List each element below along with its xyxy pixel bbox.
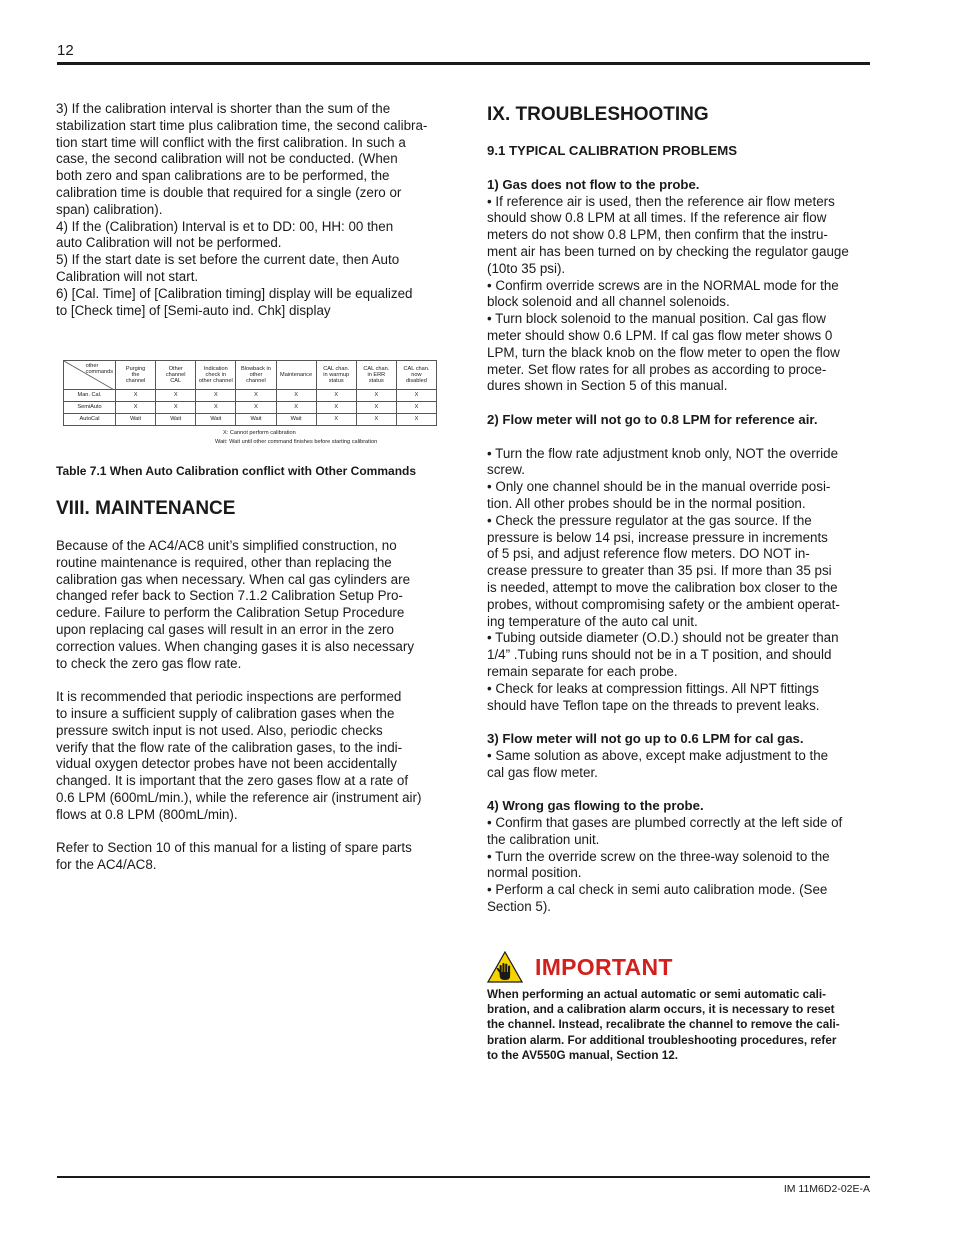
problem-body: • Turn the flow rate adjustment knob only, NOT the override screw. • Only one channel should be in the manual override posi- tion. All other probes should be in the normal position. • Check the pressure regulator at the gas source. If the pressure is below 14 psi, increase pressure in increments of 5 psi, and adjust reference flow meters. DO NOT in- crease pressure to greater than 35 psi. If more than 35 psi is needed, attempt to move the calibration box closer to the probes, without compromising safety or the ambient operat- ing temperature of the auto cal unit. • Tubing outside diameter (O.D.) should not be greater than 1/4” .Tubing runs should not be in a T position, and should remain separate for each probe. • Check for leaks at compression fittings. All NPT fittings should have Teflon tape on the threads to prevent leaks. — [487, 445, 840, 713]
column-header: Other channel CAL — [156, 361, 196, 390]
table-cell: X — [356, 390, 396, 402]
important-notice — [487, 950, 871, 1063]
column-header: Maintenance — [276, 361, 316, 390]
table-cell: X — [156, 402, 196, 414]
table-cell: Wait — [156, 414, 196, 426]
row-label: Man. Cal. — [64, 390, 116, 402]
troubleshooting-heading: IX. TROUBLESHOOTING — [487, 104, 709, 125]
column-header: Purging the channel — [116, 361, 156, 390]
table-cell: X — [316, 390, 356, 402]
problem-body: • If reference air is used, then the reference air flow meters should show 0.8 LPM at all times. If the reference air flow meters do not show 0.8 LPM, then confirm that the instru- ment air has been turned on by checking the regulator gauge (10to 35 psi). • Confirm override screws are in the NORMAL mode for the block solenoid and all channel solenoids. • Turn block solenoid to the manual position. Cal gas flow meter should show 0.6 LPM. If cal gas flow meter shows 0 LPM, turn the black knob on the flow meter to open the flow meter. Set flow rates for all probes as according to proce- dures shown in Section 5 of this manual. — [487, 193, 849, 394]
conflict-table — [63, 360, 437, 426]
column-header: CAL chan. in ERR status — [356, 361, 396, 390]
table-caption: Table 7.1 When Auto Calibration conflict with Other Commands — [56, 464, 417, 478]
table-cell: X — [156, 390, 196, 402]
table-cell: Wait — [196, 414, 236, 426]
calibration-notes: 3) If the calibration interval is shorter than the sum of the stabilization start time plus calibration time, the second calibra- tion start time will conflict with the first calibration. In such a case, the second calibration will not be conducted. (When both zero and span calibrations are to be performed, the calibration time is double that required for a single (zero or span) calibration). 4) If the (Calibration) Interval is et to DD: 00, HH: 00 then auto Calibration will not be performed. 5) If the start date is set before the current date, then Auto Calibration will not start. 6) [Cal. Time] of [Calibration timing] display will be equalized to [Check time] of [Semi-auto ind. Chk] display — [56, 101, 428, 318]
maintenance-paragraph: Refer to Section 10 of this manual for a listing of spare parts for the AC4/AC8. — [56, 840, 412, 873]
table-cell: X — [196, 390, 236, 402]
troubleshooting-section — [487, 104, 871, 916]
maintenance-paragraph: It is recommended that periodic inspections are performed to insure a sufficient supply of calibration gases when the pressure switch input is not used. Also, periodic checks verify that the flow rate of the calibration gases, to the indi- vidual oxygen detector probes have not been accidentally changed. It is important that the zero gases flow at a rate of 0.6 LPM (600mL/min.), while the reference air (instrument air) flows at 0.8 LPM (800mL/min). — [56, 689, 422, 822]
table-header-row — [64, 361, 437, 390]
column-header: CAL chan. in warmup status — [316, 361, 356, 390]
table-cell: Wait — [236, 414, 276, 426]
warning-hand-icon — [487, 951, 523, 983]
row-label: AutoCal — [64, 414, 116, 426]
table-corner-cell — [64, 361, 116, 390]
problem-title: 2) Flow meter will not go to 0.8 LPM for reference air. — [487, 411, 818, 427]
column-header: CAL chan. now disabled — [396, 361, 436, 390]
column-header: Blowback in other channel — [236, 361, 276, 390]
problem-title: 1) Gas does not flow to the probe. — [487, 176, 700, 192]
table-cell: X — [356, 402, 396, 414]
maintenance-paragraph: Because of the AC4/AC8 unit’s simplified construction, no routine maintenance is required, other than replacing the calibration gas when necessary. When cal gas cylinders are changed refer back to Section 7.1.2 Calibration Setup Pro- cedure. Failure to perform the Calibration Setup Procedure upon replacing cal gases will result in an error in the zero correction values. When changing gases it is also necessary to check the zero gas flow rate. — [56, 538, 415, 671]
table-cell: X — [236, 390, 276, 402]
problem-body: • Confirm that gases are plumbed correctly at the left side of the calibration unit. • Turn the override screw on the three-way solenoid to the normal position. • Perform a cal check in semi auto calibration mode. (See Section 5). — [487, 815, 843, 915]
table-cell: Wait — [116, 414, 156, 426]
table-row — [64, 390, 437, 402]
auto-calibration-conflict-table — [63, 360, 437, 447]
legend-wait: Wait: Wait until other command finishes before starting calibration — [215, 439, 378, 445]
table-cell: X — [396, 390, 436, 402]
maintenance-section — [56, 498, 440, 874]
table-row — [64, 402, 437, 414]
page-number: 12 — [57, 42, 74, 59]
corner-label: other commands — [85, 363, 113, 376]
important-header — [487, 950, 871, 984]
table-cell: Wait — [276, 414, 316, 426]
table-cell: X — [396, 402, 436, 414]
column-header: Indication check in other channel — [196, 361, 236, 390]
important-title: IMPORTANT — [535, 953, 673, 980]
table-cell: X — [116, 402, 156, 414]
problem-title: 3) Flow meter will not go up to 0.6 LPM for cal gas. — [487, 731, 804, 747]
table-cell: X — [276, 402, 316, 414]
typical-problems-subheading: 9.1 TYPICAL CALIBRATION PROBLEMS — [487, 143, 738, 158]
table-cell: X — [116, 390, 156, 402]
table-row — [64, 414, 437, 426]
left-column — [56, 101, 440, 319]
table-cell: X — [396, 414, 436, 426]
table-legend — [63, 429, 437, 447]
table-cell: X — [316, 414, 356, 426]
table-cell: X — [196, 402, 236, 414]
legend-x: X: Cannot perform calibration — [223, 430, 296, 436]
table-cell: X — [316, 402, 356, 414]
header-rule — [57, 62, 870, 65]
table-cell: X — [236, 402, 276, 414]
document-id: IM 11M6D2-02E-A — [783, 1183, 870, 1195]
row-label: SemiAuto — [64, 402, 116, 414]
problem-body: • Same solution as above, except make adjustment to the cal gas flow meter. — [487, 747, 829, 780]
table-cell: X — [356, 414, 396, 426]
maintenance-heading: VIII. MAINTENANCE — [56, 498, 236, 519]
problem-title: 4) Wrong gas flowing to the probe. — [487, 798, 704, 814]
table-cell: X — [276, 390, 316, 402]
important-text: When performing an actual automatic or semi automatic cali- bration, and a calibration alarm occurs, it is necessary to reset the channel. Instead, recalibrate the channel to remove the cali- bration alarm. For additional troubleshooting procedures, refer to the AV550G manual, Section 12. — [487, 988, 840, 1062]
footer-rule — [57, 1176, 870, 1178]
